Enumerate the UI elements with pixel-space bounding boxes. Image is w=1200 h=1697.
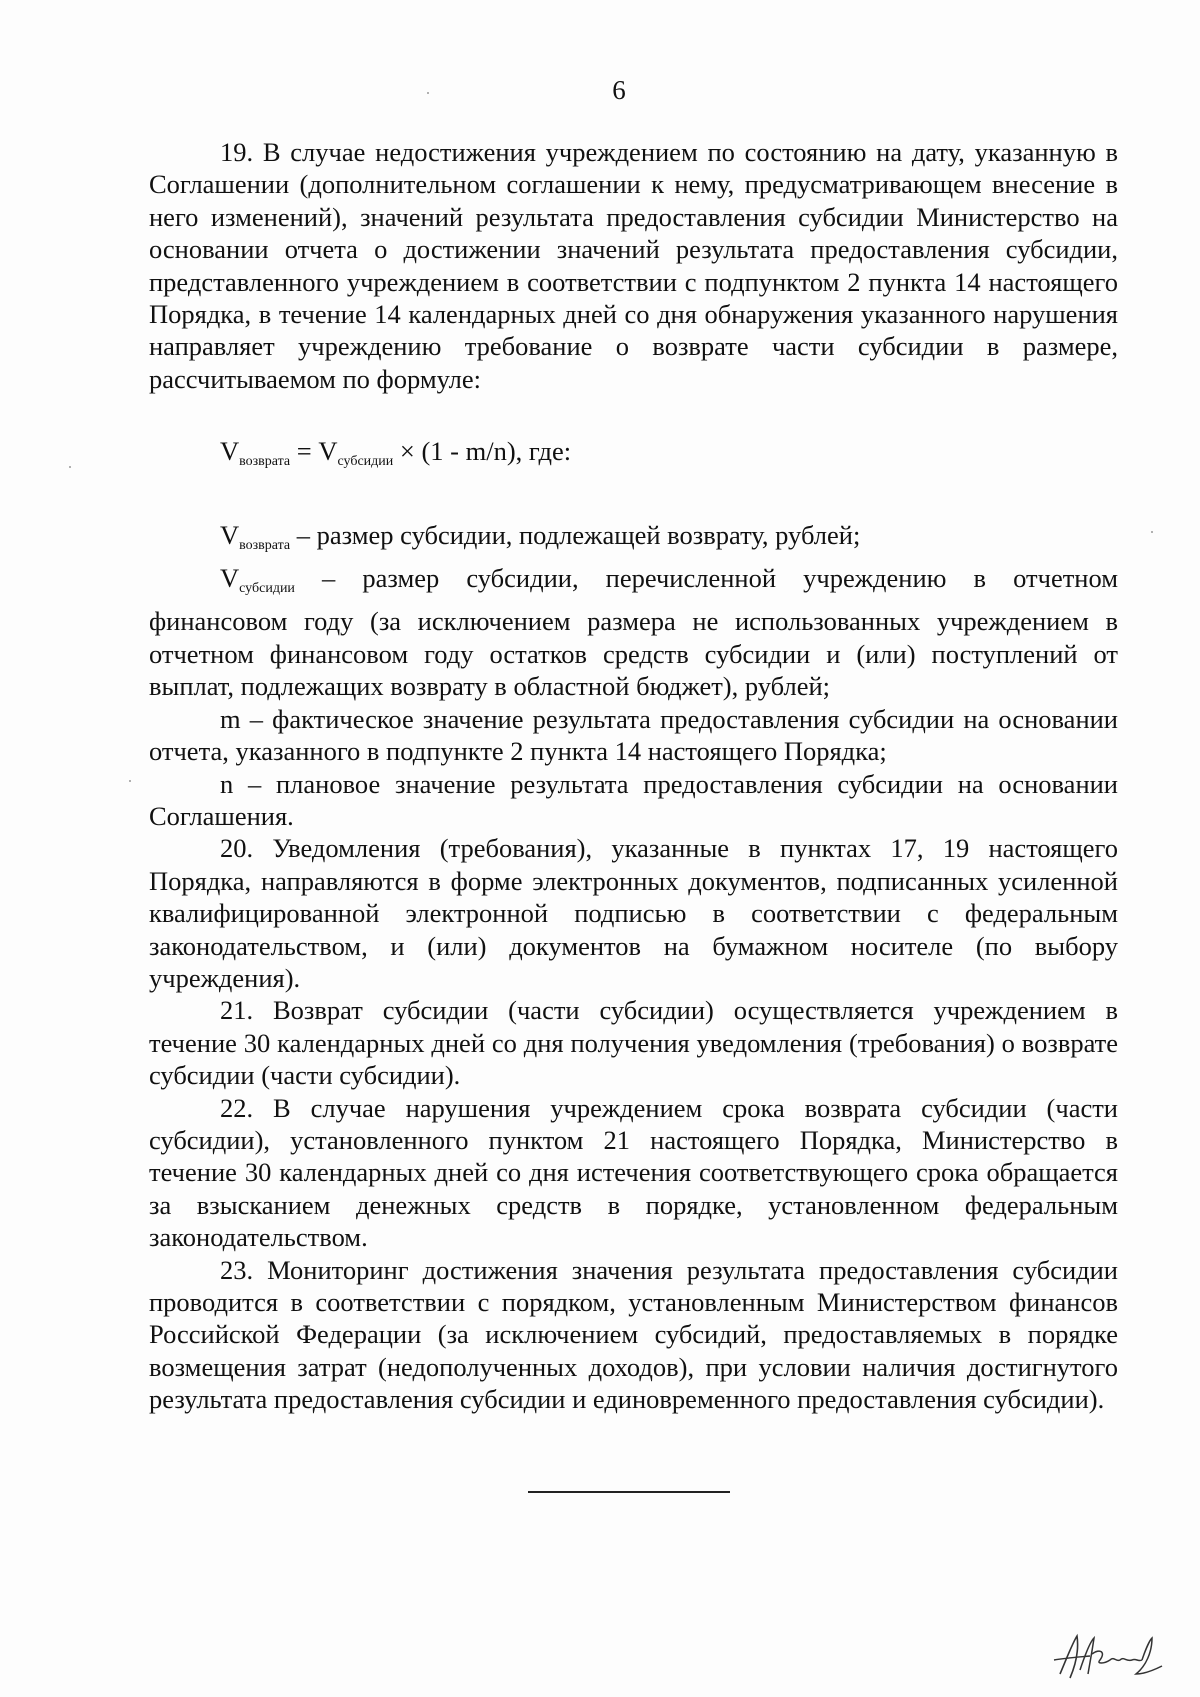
scan-speck xyxy=(129,780,131,782)
paragraph-20: 20. Уведомления (требования), указанные в пунктах 17, 19 настоящего Порядка, направляются в форме электронных документов, подписанных усиленной квалифицированной электронной подписью в соответствии с федеральным законодательством, и (или) документов на бумажном носителе (по выбору учреждения). xyxy=(149,833,1118,993)
formula-expression: × (1 - m/n), где: xyxy=(393,436,572,467)
paragraph-19: 19. В случае недостижения учреждением по состоянию на дату, указанную в Соглашении (дополнительном соглашении к нему, предусматривающем внесение в него изменений), значений результата предоставления субсидии Министерство на основании отчета о достижении значений результата предоставления субсидии, представленного учреждением в соответствии с подпунктом 2 пункта 14 настоящего Порядка, в течение 14 календарных дней со дня обнаружения указанного нарушения направляет учреждению требование о возврате части субсидии в размере, рассчитываемом по формуле: xyxy=(149,137,1118,394)
scan-speck xyxy=(69,466,71,468)
scan-speck xyxy=(1151,531,1153,533)
page-number: 6 xyxy=(612,75,626,105)
definition-v-return: $V_{возврата}$ – размер субсидии, подлежащей возврату, рублей; xyxy=(220,519,861,553)
definition-n: n – плановое значение результата предоставления субсидии на основании Соглашения. xyxy=(149,768,1118,831)
formula xyxy=(149,435,1118,478)
paragraph-22: 22. В случае нарушения учреждением срока возврата субсидии (части субсидии), установленного пунктом 21 настоящего Порядка, Министерство в течение 30 календарных дней со дня истечения соответствующего срока обращается за взысканием денежных средств в порядке, установленном федеральным законодательством. xyxy=(149,1092,1118,1253)
paragraph-23: 23. Мониторинг достижения значения результата предоставления субсидии проводится в соответствии с порядком, установленным Министерством финансов Российской Федерации (за исключением субсидий, предоставляемых в порядке возмещения затрат (недополученных доходов), при условии наличия достигнутого результата предоставления субсидии и единовременного предоставления субсидии). xyxy=(149,1254,1118,1415)
end-separator-line xyxy=(528,1491,730,1493)
paragraph-21: 21. Возврат субсидии (части субсидии) осуществляется учреждением в течение 30 календарных дней со дня получения уведомления (требования) о возврате субсидии (части субсидии). xyxy=(149,995,1118,1091)
formula-v-return: $V_{возврата}$ xyxy=(220,436,291,470)
formula-v-subsidy: $V_{субсидии}$ xyxy=(318,436,394,470)
definition-m: m – фактическое значение результата предоставления субсидии на основании отчета, указанного в подпункте 2 пункта 14 настоящего Порядка; xyxy=(149,703,1118,767)
formula-equals: = xyxy=(290,436,319,467)
scan-speck xyxy=(427,92,429,94)
definition-v-subsidy: $V_{субсидии}$ – размер субсидии, перечисленной учреждению в отчетном финансовом году (за исключением размера не использованных учреждением в отчетном финансовом году остатков средств субсидии и (или) поступлений от выплат, подлежащих возврату в областной бюджет), рублей; xyxy=(149,563,1118,702)
document-body xyxy=(149,136,1118,1416)
signature-mark xyxy=(1046,1630,1166,1682)
